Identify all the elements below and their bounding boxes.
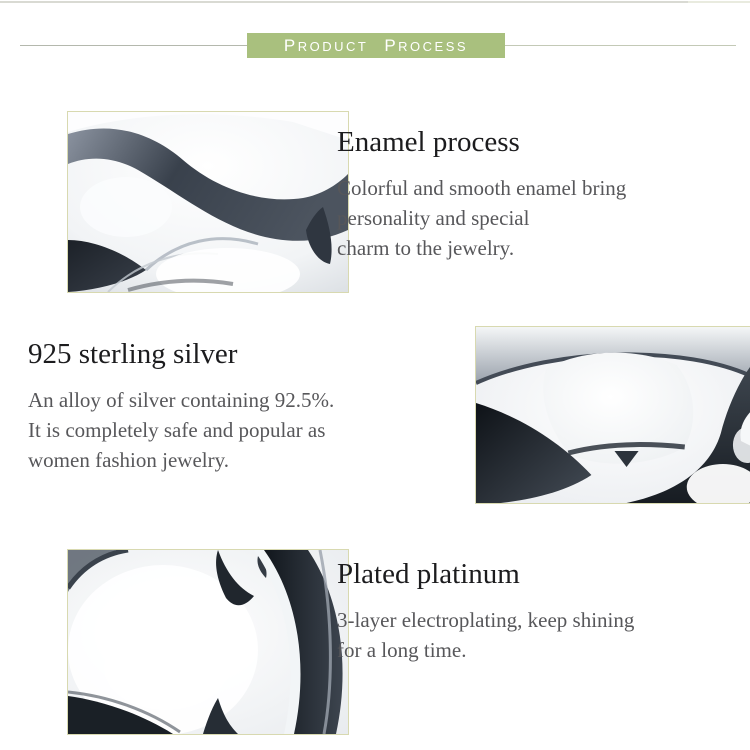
section-title: 925 sterling silver — [28, 338, 238, 370]
plated-platinum-text — [337, 556, 677, 665]
sterling-silver-photo — [475, 326, 750, 504]
body-line: charm to the jewelry. — [337, 236, 515, 260]
enamel-process-photo — [67, 111, 349, 293]
body-line: women fashion jewelry. — [28, 448, 229, 472]
body-line: It is completely safe and popular as — [28, 418, 326, 442]
charm-side-closeup-rim — [68, 550, 348, 734]
body-line: An alloy of silver containing 92.5%. — [28, 388, 335, 412]
soccer-ball-closeup-grooves — [68, 112, 348, 292]
body-line: for a long time. — [337, 638, 467, 662]
enamel-process-text — [337, 124, 672, 263]
plated-platinum-photo — [67, 549, 349, 735]
body-line: 3-layer electroplating, keep shining — [337, 608, 635, 632]
section-title: Plated platinum — [337, 558, 520, 590]
header-word-initial: P — [384, 36, 399, 55]
section-body — [337, 173, 672, 263]
header-word-rest: ROCESS — [398, 39, 469, 54]
top-divider-line-right — [688, 1, 750, 3]
header-word-initial: P — [283, 36, 298, 55]
body-line: Colorful and smooth enamel bring — [337, 176, 627, 200]
header-left-line — [20, 45, 247, 46]
sterling-silver-text — [28, 336, 403, 475]
header-word-rest: RODUCT — [297, 39, 369, 54]
section-title: Enamel process — [337, 126, 520, 158]
header-right-line — [505, 45, 736, 46]
top-divider-line — [0, 1, 688, 3]
body-line: personality and special — [337, 206, 530, 230]
soccer-ball-closeup-pentagon — [476, 327, 750, 503]
header-word — [284, 33, 368, 59]
header-title-box — [247, 33, 505, 58]
header-word — [384, 33, 468, 59]
section-body — [337, 605, 677, 665]
section-body — [28, 385, 403, 475]
